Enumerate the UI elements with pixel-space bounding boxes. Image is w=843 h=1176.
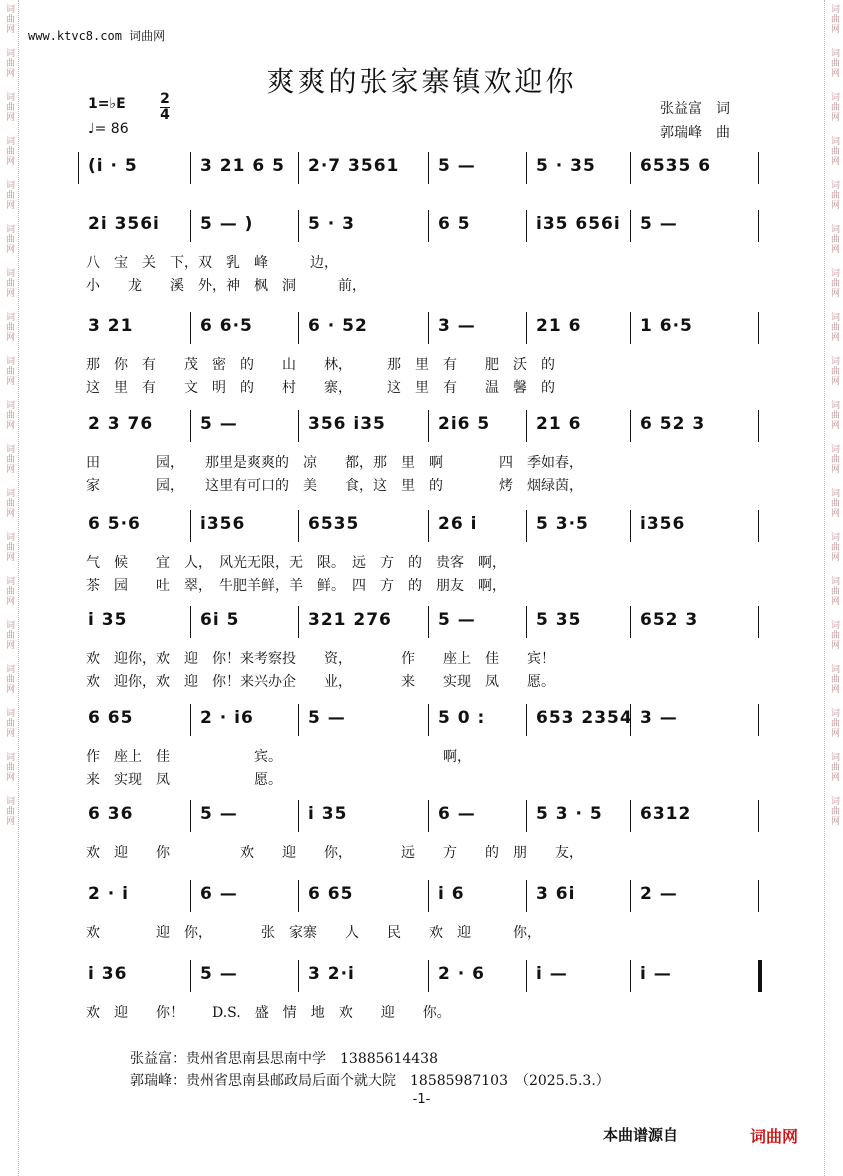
notes-line (78, 798, 758, 832)
measure-notes: 5 0 : (438, 708, 486, 728)
measure-notes: 6312 (640, 804, 692, 824)
brand-logo[interactable]: 词曲网 (750, 1127, 799, 1146)
measure-notes: i35 656i (536, 214, 621, 234)
bar-line (630, 152, 631, 184)
bar-line (428, 410, 429, 442)
measure-notes: 5 — ) (200, 214, 254, 234)
bar-line (298, 800, 299, 832)
watermark-text: 词曲网 (829, 136, 839, 166)
score-row (78, 798, 758, 888)
measure-notes: 3 — (640, 708, 678, 728)
lyric-verse-1: 气 候 宜 人， 风光无限，无 限。 远 方 的 贵客 啊， (86, 555, 506, 571)
notes-line (78, 958, 758, 992)
measure-notes: 5 3·5 (536, 514, 589, 534)
bar-line (428, 880, 429, 912)
bar-line (630, 880, 631, 912)
bar-line (190, 606, 191, 638)
measure-notes: 2 · i (88, 884, 129, 904)
watermark-text: 词曲网 (4, 4, 14, 34)
lyric-verse-1: 田 园， 那里是爽爽的 凉 都，那 里 啊 四 季如春， (86, 455, 583, 471)
watermark-text: 词曲网 (829, 752, 839, 782)
measure-notes: 3 — (438, 316, 476, 336)
score-row (78, 958, 758, 1048)
measure-notes: 26 i (438, 514, 478, 534)
measure-notes: 6535 (308, 514, 360, 534)
bar-line (758, 880, 759, 912)
measure-notes: 6535 6 (640, 156, 712, 176)
lyricist-credit: 张益富 词 (660, 101, 730, 117)
notes-line (78, 702, 758, 736)
lyric-verse-2: 欢 迎你，欢 迎 你！来兴办企 业， 来 实现 凤 愿。 (86, 674, 555, 690)
bar-line (758, 800, 759, 832)
bar-line (758, 152, 759, 184)
bar-line (298, 960, 299, 992)
measure-notes: i — (640, 964, 672, 984)
score-row (78, 702, 758, 792)
lyric-verse-1: 欢 迎 你， 张 家寨 人 民 欢 迎 你， (86, 925, 541, 941)
bar-line (298, 210, 299, 242)
left-watermark-strip (0, 0, 19, 1176)
bar-line (190, 312, 191, 344)
measure-notes: 5 — (200, 804, 238, 824)
measure-notes: 321 276 (308, 610, 392, 630)
measure-notes: 653 2354 (536, 708, 633, 728)
bar-line (428, 800, 429, 832)
watermark-text: 词曲网 (4, 92, 14, 122)
bar-line (298, 880, 299, 912)
measure-notes: 6 5 (438, 214, 471, 234)
measure-notes: 5 — (200, 414, 238, 434)
measure-notes: 6 5·6 (88, 514, 141, 534)
time-signature-top: 2 (160, 91, 170, 107)
watermark-text: 词曲网 (4, 796, 14, 826)
bar-line (630, 410, 631, 442)
lyric-verse-1: 欢 迎 你！ D.S. 盛 情 地 欢 迎 你。 (86, 1005, 451, 1021)
watermark-text: 词曲网 (4, 488, 14, 518)
measure-notes: 5 — (438, 610, 476, 630)
bar-line (526, 510, 527, 542)
notes-line (78, 208, 758, 242)
measure-notes: 6 36 (88, 804, 134, 824)
score-row (78, 508, 758, 598)
measure-notes: 6i 5 (200, 610, 240, 630)
composer-credit: 郭瑞峰 曲 (660, 125, 730, 141)
bar-line (190, 880, 191, 912)
lyric-verse-1: 欢 迎 你 欢 迎 你， 远 方 的 朋 友， (86, 845, 583, 861)
measure-notes: 2 — (640, 884, 678, 904)
watermark-text: 词曲网 (829, 356, 839, 386)
notes-line (78, 408, 758, 442)
lyric-verse-2: 来 实现 凤 愿。 (86, 772, 282, 788)
footer-contact-composer: 郭瑞峰：贵州省思南县邮政局后面个就大院 18585987103 （2025.5.3.） (130, 1073, 610, 1089)
bar-line (758, 704, 759, 736)
bar-line (428, 510, 429, 542)
measure-notes: 6 52 3 (640, 414, 706, 434)
watermark-text: 词曲网 (4, 708, 14, 738)
bar-line (758, 312, 759, 344)
bar-line (526, 960, 527, 992)
time-signature-bottom: 4 (160, 107, 170, 123)
bar-line (630, 210, 631, 242)
watermark-text: 词曲网 (829, 224, 839, 254)
watermark-text: 词曲网 (829, 312, 839, 342)
bar-line (428, 606, 429, 638)
notes-line (78, 878, 758, 912)
bar-line (428, 152, 429, 184)
bar-line (758, 410, 759, 442)
measure-notes: 5 35 (536, 610, 582, 630)
bar-line (190, 210, 191, 242)
watermark-text: 词曲网 (829, 796, 839, 826)
measure-notes: 21 6 (536, 316, 582, 336)
bar-line (190, 410, 191, 442)
watermark-text: 词曲网 (829, 444, 839, 474)
bar-line (428, 312, 429, 344)
measure-notes: i356 (640, 514, 686, 534)
measure-notes: 3 21 6 5 (200, 156, 285, 176)
measure-notes: i 36 (88, 964, 128, 984)
notes-line (78, 150, 758, 184)
bar-line (298, 312, 299, 344)
bar-line (630, 800, 631, 832)
notes-line (78, 604, 758, 638)
bar-line (428, 960, 429, 992)
score-row (78, 878, 758, 968)
bar-line (526, 800, 527, 832)
bar-line (298, 410, 299, 442)
watermark-text: 词曲网 (829, 400, 839, 430)
watermark-text: 词曲网 (4, 268, 14, 298)
measure-notes: 5 — (438, 156, 476, 176)
bar-line (428, 704, 429, 736)
watermark-text: 词曲网 (829, 620, 839, 650)
lyric-verse-1: 欢 迎你，欢 迎 你！来考察投 资， 作 座上 佳 宾！ (86, 651, 555, 667)
measure-notes: 3 21 (88, 316, 134, 336)
measure-notes: 5 3 · 5 (536, 804, 603, 824)
measure-notes: 5 · 35 (536, 156, 596, 176)
measure-notes: 1 6·5 (640, 316, 693, 336)
bar-line (190, 510, 191, 542)
measure-notes: i — (536, 964, 568, 984)
measure-notes: 5 — (308, 708, 346, 728)
tempo-marking: ♩= 86 (88, 121, 129, 137)
measure-notes: 652 3 (640, 610, 699, 630)
measure-notes: 5 — (200, 964, 238, 984)
bar-line (526, 704, 527, 736)
watermark-text: 词曲网 (4, 400, 14, 430)
bar-line (526, 410, 527, 442)
bar-line (190, 800, 191, 832)
bar-line (630, 960, 631, 992)
measure-notes: 2 · 6 (438, 964, 485, 984)
bar-line (298, 704, 299, 736)
watermark-text: 词曲网 (4, 48, 14, 78)
footer-contact-lyricist: 张益富：贵州省思南县思南中学 13885614438 (130, 1051, 438, 1067)
bar-line (630, 606, 631, 638)
measure-notes: 356 i35 (308, 414, 386, 434)
bar-line (526, 152, 527, 184)
watermark-text: 词曲网 (829, 180, 839, 210)
source-label: 本曲谱源自 (603, 1126, 679, 1144)
notes-line (78, 310, 758, 344)
bar-line (526, 606, 527, 638)
measure-notes: 6 65 (308, 884, 354, 904)
measure-notes: 5 — (640, 214, 678, 234)
watermark-text: 词曲网 (829, 664, 839, 694)
watermark-text: 词曲网 (4, 664, 14, 694)
measure-notes: 21 6 (536, 414, 582, 434)
bar-line (526, 210, 527, 242)
score-row (78, 208, 758, 298)
lyric-verse-2: 茶 园 吐 翠， 牛肥羊鲜，羊 鲜。 四 方 的 朋友 啊， (86, 578, 506, 594)
time-signature (160, 92, 170, 123)
measure-notes: 6 — (200, 884, 238, 904)
watermark-text: 词曲网 (4, 356, 14, 386)
bar-line (298, 510, 299, 542)
bar-line (190, 960, 191, 992)
bar-line (758, 606, 759, 638)
bar-line (630, 510, 631, 542)
bar-line (190, 704, 191, 736)
lyric-verse-2: 家 园， 这里有可口的 美 食，这 里 的 烤 烟绿茵， (86, 478, 583, 494)
bar-line (298, 152, 299, 184)
bar-line (758, 210, 759, 242)
score-row (78, 310, 758, 400)
lyric-verse-2: 这 里 有 文 明 的 村 寨， 这 里 有 温 馨 的 (86, 380, 555, 396)
lyric-verse-1: 作 座上 佳 宾。 啊， (86, 749, 471, 765)
page-number: -1- (412, 1092, 431, 1107)
measure-notes: 6 · 52 (308, 316, 368, 336)
watermark-text: 词曲网 (4, 532, 14, 562)
bar-line (78, 152, 79, 184)
key-signature: 1=♭E (88, 96, 126, 112)
watermark-text: 词曲网 (829, 532, 839, 562)
watermark-text: 词曲网 (4, 136, 14, 166)
watermark-text: 词曲网 (4, 444, 14, 474)
measure-notes: 6 65 (88, 708, 134, 728)
measure-notes: 2 · i6 (200, 708, 254, 728)
lyric-verse-1: 八 宝 关 下，双 乳 峰 边， (86, 255, 338, 271)
bar-line (758, 960, 762, 992)
measure-notes: i356 (200, 514, 246, 534)
measure-notes: i 6 (438, 884, 465, 904)
watermark-text: 词曲网 (829, 92, 839, 122)
bar-line (428, 210, 429, 242)
bar-line (758, 510, 759, 542)
bar-line (630, 312, 631, 344)
measure-notes: i 35 (88, 610, 128, 630)
bar-line (526, 880, 527, 912)
watermark-text: 词曲网 (4, 576, 14, 606)
measure-notes: 6 — (438, 804, 476, 824)
measure-notes: 2i 356i (88, 214, 160, 234)
score-row (78, 604, 758, 694)
watermark-text: 词曲网 (829, 48, 839, 78)
watermark-text: 词曲网 (4, 312, 14, 342)
watermark-text: 词曲网 (4, 180, 14, 210)
right-watermark-strip (824, 0, 843, 1176)
measure-notes: 2·7 3561 (308, 156, 400, 176)
measure-notes: 2 3 76 (88, 414, 154, 434)
watermark-text: 词曲网 (4, 620, 14, 650)
watermark-text: 词曲网 (829, 268, 839, 298)
measure-notes: 2i6 5 (438, 414, 491, 434)
lyric-verse-1: 那 你 有 茂 密 的 山 林， 那 里 有 肥 沃 的 (86, 357, 555, 373)
watermark-text: 词曲网 (829, 4, 839, 34)
watermark-text: 词曲网 (829, 488, 839, 518)
measure-notes: 3 2·i (308, 964, 355, 984)
measure-notes: 6 6·5 (200, 316, 253, 336)
measure-notes: 3 6i (536, 884, 576, 904)
bar-line (298, 606, 299, 638)
watermark-text: 词曲网 (829, 576, 839, 606)
bar-line (190, 152, 191, 184)
measure-notes: (i · 5 (88, 156, 138, 176)
site-url[interactable]: www.ktvc8.com 词曲网 (28, 29, 166, 43)
watermark-text: 词曲网 (829, 708, 839, 738)
watermark-text: 词曲网 (4, 752, 14, 782)
watermark-text: 词曲网 (4, 224, 14, 254)
measure-notes: i 35 (308, 804, 348, 824)
score-row (78, 408, 758, 498)
bar-line (526, 312, 527, 344)
lyric-verse-2: 小 龙 溪 外，神 枫 洞 前， (86, 278, 366, 294)
song-title: 爽爽的张家寨镇欢迎你 (266, 65, 577, 98)
measure-notes: 5 · 3 (308, 214, 355, 234)
notes-line (78, 508, 758, 542)
